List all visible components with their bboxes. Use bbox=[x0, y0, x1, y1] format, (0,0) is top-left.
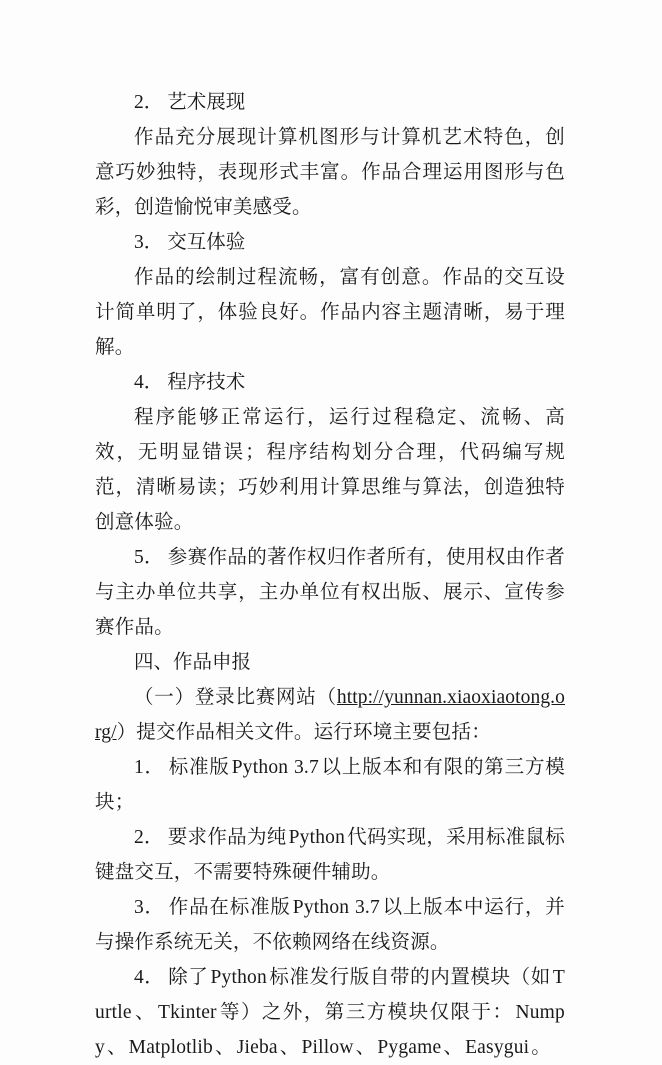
requirement-1-cjk-run: 标准版 bbox=[168, 756, 230, 778]
requirement-4-cjk-run: 等）之外，第三方模块仅限于： bbox=[218, 1001, 514, 1023]
section-four-heading bbox=[95, 645, 565, 680]
requirement-4-lat-run: Tkinter bbox=[157, 1002, 217, 1023]
requirement-1-lat-run: Python 3.7 bbox=[231, 757, 319, 778]
section-3-number: 3． bbox=[134, 232, 164, 253]
requirement-4-lat-run: Pygame bbox=[377, 1037, 442, 1058]
section-four-heading-text: 四、作品申报 bbox=[134, 651, 252, 673]
section-3-heading-text: 交互体验 bbox=[167, 231, 246, 253]
section-4-body-text: 程序能够正常运行，运行过程稳定、流畅、高效，无明显错误；程序结构划分合理，代码编写规范，清晰易读；巧妙利用计算思维与算法，创造独特创意体验。 bbox=[95, 406, 565, 533]
requirement-4-cjk-run: 、 bbox=[133, 1001, 156, 1023]
section-5-number: 5． bbox=[134, 547, 164, 568]
section-3-heading bbox=[95, 225, 565, 260]
requirement-list bbox=[95, 750, 565, 1065]
section-3-body-text: 作品的绘制过程流畅，富有创意。作品的交互设计简单明了，体验良好。作品内容主题清晰，易于理解。 bbox=[95, 266, 565, 358]
section-2-body bbox=[95, 120, 565, 225]
requirement-2 bbox=[95, 820, 565, 890]
section-2-body-text: 作品充分展现计算机图形与计算机艺术特色，创意巧妙独特，表现形式丰富。作品合理运用图形与色彩，创造愉悦审美感受。 bbox=[95, 126, 565, 218]
requirement-4-lat-run: Easygui bbox=[465, 1037, 530, 1058]
requirement-4-number: 4． bbox=[134, 967, 165, 988]
requirement-4-cjk-run: 除了 bbox=[168, 966, 209, 988]
requirement-2-cjk-run: 代码实现，采用标准鼠标键盘交互，不需要特殊硬件辅助。 bbox=[95, 826, 566, 883]
requirement-1 bbox=[95, 750, 565, 820]
section-4-heading-text: 程序技术 bbox=[167, 371, 246, 393]
section-4-body bbox=[95, 400, 565, 540]
requirement-4-cjk-run: 、 bbox=[106, 1036, 127, 1058]
requirement-4-cjk-run: 、 bbox=[215, 1036, 235, 1058]
section-5-body bbox=[95, 540, 565, 645]
requirement-4-lat-run: Python bbox=[210, 967, 267, 988]
requirement-3-number: 3． bbox=[134, 897, 165, 918]
section-3-body bbox=[95, 260, 565, 365]
requirement-3-cjk-run: 作品在标准版 bbox=[168, 896, 291, 918]
requirement-4-cjk-run: 标准发行版自带的内置模块（如 bbox=[268, 966, 551, 988]
requirement-2-number: 2． bbox=[134, 827, 164, 848]
requirement-1-number: 1． bbox=[134, 757, 165, 778]
requirement-4-cjk-run: 、 bbox=[355, 1036, 376, 1058]
requirement-2-cjk-run: 要求作品为纯 bbox=[167, 826, 287, 848]
document-body bbox=[95, 85, 565, 1065]
requirement-4-lat-run: Pillow bbox=[301, 1037, 354, 1058]
requirement-2-lat-run: Python bbox=[288, 827, 346, 848]
requirement-1-cjk-run: 以上版本和有限的第三方模块； bbox=[95, 756, 565, 813]
requirement-4-lat-run: Numpy bbox=[95, 1002, 565, 1058]
requirement-4-cjk-run: 。 bbox=[531, 1036, 551, 1058]
requirement-3-cjk-run: 以上版本中运行，并与操作系统无关，不依赖网络在线资源。 bbox=[95, 896, 565, 953]
requirement-4-lat-run: Turtle bbox=[95, 967, 565, 1023]
requirement-3 bbox=[95, 890, 565, 960]
section-5-body-text: 参赛作品的著作权归作者所有，使用权由作者与主办单位共享，主办单位有权出版、展示、宣传参赛作品。 bbox=[95, 546, 565, 638]
section-2-heading-text: 艺术展现 bbox=[167, 91, 246, 113]
requirement-3-lat-run: Python 3.7 bbox=[292, 897, 380, 918]
competition-website-link[interactable]: http://yunnan.xiaoxiaotong.org/ bbox=[95, 687, 565, 743]
section-4-heading bbox=[95, 365, 565, 400]
submission-intro-suffix: ）提交作品相关文件。运行环境主要包括： bbox=[116, 721, 491, 743]
section-2-number: 2． bbox=[134, 92, 164, 113]
requirement-4-lat-run: Matplotlib bbox=[128, 1037, 213, 1058]
submission-intro bbox=[95, 680, 565, 750]
section-2-heading bbox=[95, 85, 565, 120]
section-4-number: 4． bbox=[134, 372, 164, 393]
requirement-4-cjk-run: 、 bbox=[443, 1036, 464, 1058]
requirement-4 bbox=[95, 960, 565, 1065]
requirement-4-cjk-run: 、 bbox=[279, 1036, 300, 1058]
submission-intro-prefix: （一）登录比赛网站（ bbox=[134, 686, 337, 708]
requirement-4-lat-run: Jieba bbox=[236, 1037, 278, 1058]
